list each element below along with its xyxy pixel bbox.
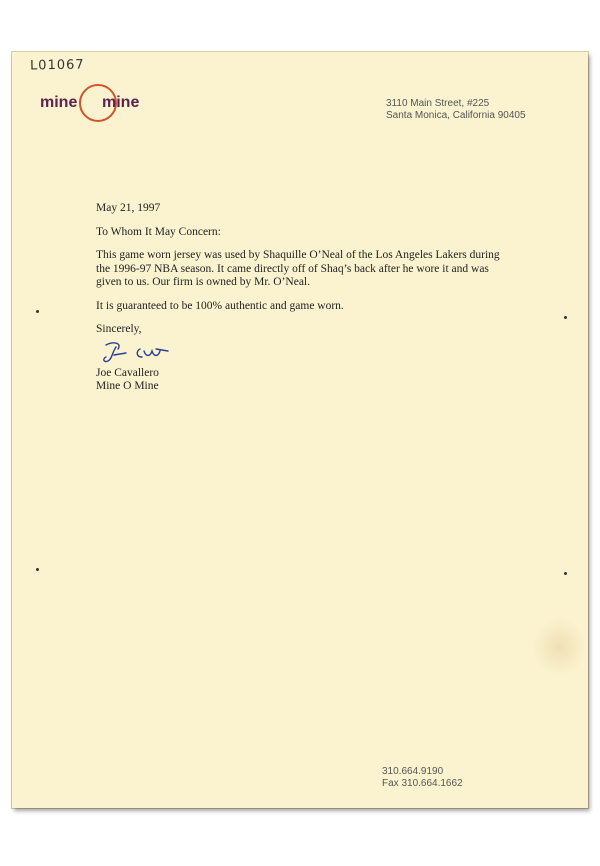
punch-mark <box>36 310 39 313</box>
punch-mark <box>564 316 567 319</box>
letter-paragraph-2: It is guaranteed to be 100% authentic and game worn. <box>96 299 344 312</box>
letter-body <box>96 202 516 394</box>
phone-number: 310.664.9190 <box>382 766 444 777</box>
logo-word-left: mine <box>40 94 78 111</box>
letter-closing: Sincerely, <box>96 323 142 335</box>
punch-mark <box>36 568 39 571</box>
company-logo <box>40 86 170 132</box>
address-line-1: 3110 Main Street, #225 <box>386 98 490 109</box>
punch-mark <box>564 572 567 575</box>
letter-salutation: To Whom It May Concern: <box>96 225 221 238</box>
letter-paragraph-1: This game worn jersey was used by Shaquille O’Neal of the Los Angeles Lakers during the 1996-97 NBA season. It came directly off of Shaq’s back after he wore it and was given to us. Our firm is owned by Mr. O’Neal. <box>96 249 500 288</box>
letterhead-page <box>12 52 588 808</box>
signer-name: Joe Cavallero <box>96 366 159 379</box>
handwritten-reference: L01067 <box>29 57 85 74</box>
paper-stain <box>532 617 587 677</box>
logo-word-right: mine <box>102 94 140 111</box>
signer-company: Mine O Mine <box>96 380 159 392</box>
company-contact <box>382 766 463 790</box>
address-line-2: Santa Monica, California 90405 <box>386 110 526 121</box>
letter-date: May 21, 1997 <box>96 202 161 214</box>
handwritten-signature-icon <box>100 339 190 365</box>
fax-number: Fax 310.664.1662 <box>382 778 463 789</box>
company-address <box>386 98 526 122</box>
